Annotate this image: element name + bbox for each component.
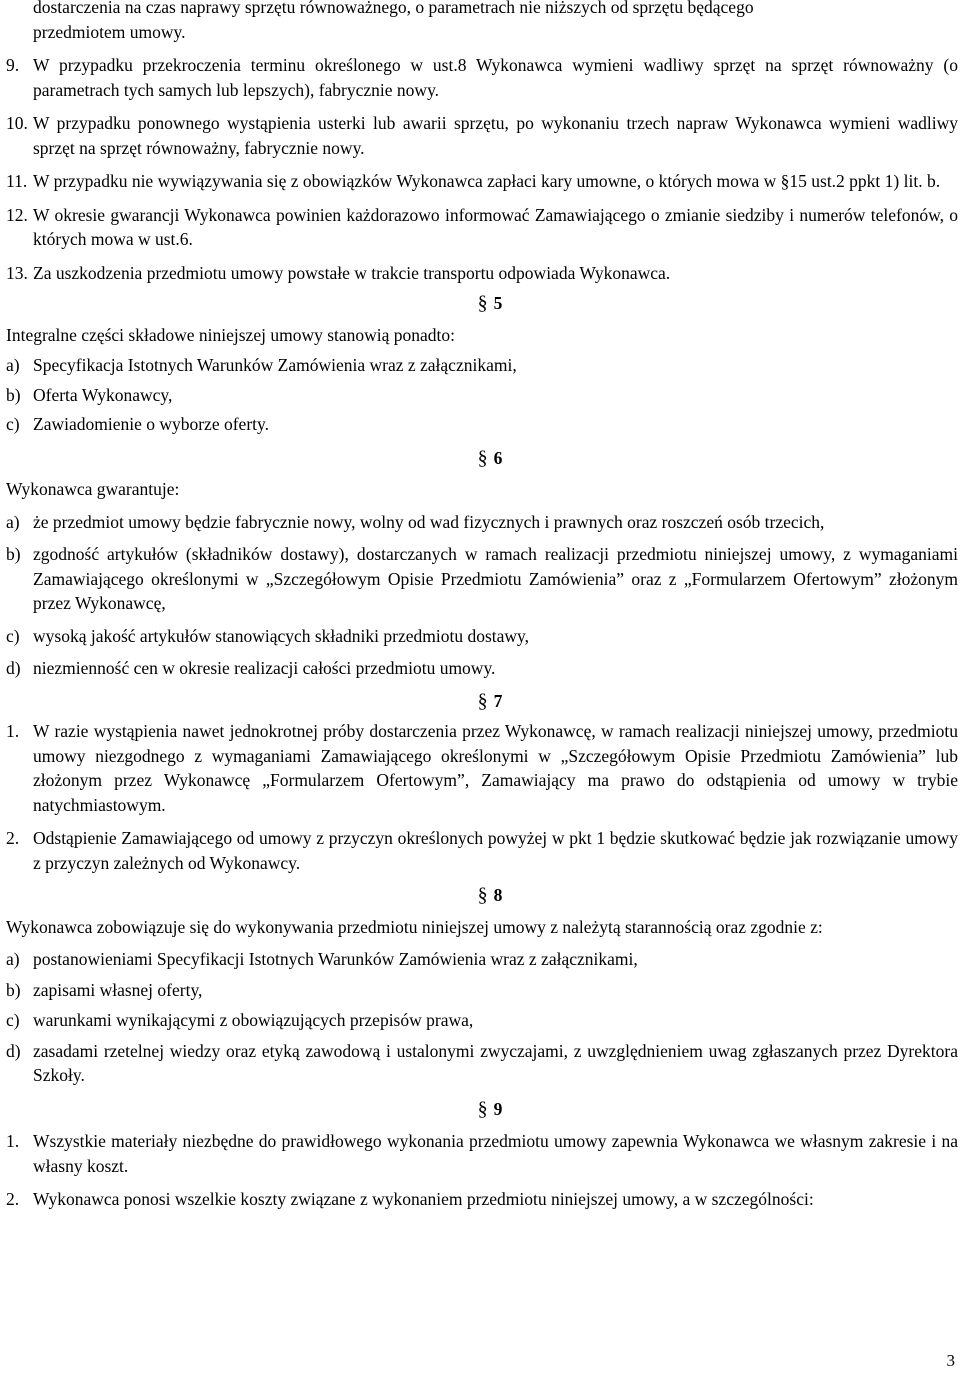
section-heading-9 — [6, 1097, 958, 1122]
section-5-intro: Integralne części składowe niniejszej umowy stanowią ponadto: — [6, 324, 456, 345]
item-text: W przypadku nie wywiązywania się z obowiązków Wykonawca zapłaci kary umowne, o których mowa w §15 ust.2 ppkt 1) lit. b. — [33, 171, 941, 191]
section-number: 8 — [493, 885, 503, 905]
list-item — [6, 978, 958, 1003]
item-text: W przypadku przekroczenia terminu określonego w ust.8 Wykonawca wymieni wadliwy sprzęt na sprzęt równoważny (o parametrach tych samych lub lepszych), fabrycznie nowy. — [33, 55, 958, 100]
item-letter: d) — [6, 658, 21, 678]
item-text: W razie wystąpienia nawet jednokrotnej próby dostarczenia przez Wykonawcę, w ramach realizacji niniejszej umowy, przedmiotu umowy niezgodnego z wymaganiami Zamawiającego określonymi w „Szczegółowym Opisie Przedmiotu Zamówienia” lub złożonym przez Wykonawcę „Formularzem Ofertowym”, Zamawiający ma prawo do odstąpienia od umowy w trybie natychmiastowym. — [33, 721, 958, 815]
list-item — [6, 719, 958, 817]
section-heading-5 — [6, 291, 958, 316]
item-text: postanowieniami Specyfikacji Istotnych Warunków Zamówienia wraz z załącznikami, — [33, 949, 638, 969]
section-9-items — [6, 1129, 958, 1212]
item-number: 12. — [6, 204, 28, 225]
item-text: Wszystkie materiały niezbędne do prawidłowego wykonania przedmiotu umowy zapewnia Wykonawca we własnym zakresie i na własny koszt. — [33, 1131, 958, 1176]
list-item — [6, 542, 958, 616]
section-4-items — [6, 53, 958, 285]
section-number: 7 — [493, 690, 503, 711]
list-item — [6, 261, 958, 286]
section-heading-6 — [6, 446, 958, 471]
intro-continuation — [6, 0, 958, 44]
page-number: 3 — [946, 1350, 955, 1370]
list-item — [6, 203, 958, 252]
section-heading-8 — [6, 883, 958, 908]
item-number: 13. — [6, 262, 28, 283]
paragraph-symbol: § — [477, 292, 488, 314]
item-number: 2. — [6, 1189, 20, 1209]
item-text: Zawiadomienie o wyborze oferty. — [33, 414, 269, 434]
item-letter: b) — [6, 544, 21, 564]
document-page — [6, 0, 958, 1212]
item-letter: b) — [6, 979, 21, 1000]
item-text: warunkami wynikającymi z obowiązujących przepisów prawa, — [33, 1010, 474, 1030]
item-text: że przedmiot umowy będzie fabrycznie nowy, wolny od wad fizycznych i prawnych oraz roszczeń osób trzecich, — [33, 511, 825, 532]
paragraph-symbol: § — [477, 446, 488, 469]
item-letter: a) — [6, 355, 20, 375]
item-text: niezmienność cen w okresie realizacji całości przedmiotu umowy. — [33, 658, 496, 678]
item-text: W przypadku ponownego wystąpienia usterki lub awarii sprzętu, po wykonaniu trzech napraw Wykonawca wymieni wadliwy sprzęt na sprzęt równoważny, fabrycznie nowy. — [33, 113, 958, 158]
list-item — [6, 1039, 958, 1088]
intro-line-2: przedmiotem umowy. — [33, 21, 186, 42]
section-number: 5 — [493, 293, 503, 313]
item-number: 10. — [6, 113, 28, 133]
section-8-items — [6, 947, 958, 1088]
item-number: 2. — [6, 828, 20, 848]
item-letter: c) — [6, 625, 20, 646]
item-number: 9. — [6, 55, 20, 75]
item-text: Oferta Wykonawcy, — [33, 384, 173, 405]
paragraph-symbol: § — [477, 689, 488, 712]
item-text: Odstąpienie Zamawiającego od umowy z przyczyn określonych powyżej w pkt 1 będzie skutkować będzie jak rozwiązanie umowy z przyczyn zależnych od Wykonawcy. — [33, 828, 958, 873]
section-5-items — [6, 353, 958, 437]
item-letter: a) — [6, 949, 20, 969]
item-text: zgodność artykułów (składników dostawy), dostarczanych w ramach realizacji przedmiotu niniejszej umowy, z wymaganiami Zamawiającego określonymi w „Szczegółowym Opisie Przedmiotu Zamówienia” oraz z „Formularzem Ofertowym” złożonym przez Wykonawcę, — [33, 544, 958, 613]
section-heading-7 — [6, 689, 958, 714]
paragraph-symbol: § — [477, 1097, 488, 1120]
item-letter: d) — [6, 1040, 21, 1061]
item-text: Wykonawca ponosi wszelkie koszty związane z wykonaniem przedmiotu niniejszej umowy, a w szczególności: — [33, 1189, 814, 1209]
section-8-intro: Wykonawca zobowiązuje się do wykonywania przedmiotu niniejszej umowy z należytą starannością oraz zgodnie z: — [6, 916, 823, 937]
item-number: 11. — [6, 171, 28, 191]
item-number: 1. — [6, 721, 20, 741]
list-item — [6, 53, 958, 102]
item-text: Specyfikacja Istotnych Warunków Zamówienia wraz z załącznikami, — [33, 355, 517, 375]
list-item — [6, 1129, 958, 1178]
item-letter: c) — [6, 414, 20, 434]
section-6-items — [6, 510, 958, 681]
item-text: zasadami rzetelnej wiedzy oraz etyką zawodową i ustalonymi zwyczajami, z uwzględnieniem uwag zgłaszanych przez Dyrektora Szkoły. — [33, 1040, 958, 1085]
list-item — [6, 510, 958, 535]
list-item — [6, 169, 958, 194]
item-letter: b) — [6, 384, 21, 405]
item-letter: a) — [6, 511, 20, 532]
item-letter: c) — [6, 1010, 20, 1030]
list-item — [6, 1187, 958, 1212]
list-item — [6, 412, 958, 437]
list-item — [6, 826, 958, 875]
list-item — [6, 111, 958, 160]
item-text: zapisami własnej oferty, — [33, 979, 203, 1000]
intro-line-1: dostarczenia na czas naprawy sprzętu równoważnego, o parametrach nie niższych od sprzętu będącego — [33, 0, 754, 17]
list-item — [6, 624, 958, 649]
item-number: 1. — [6, 1131, 20, 1151]
list-item — [6, 656, 958, 681]
section-number: 9 — [493, 1098, 503, 1119]
section-6-intro: Wykonawca gwarantuje: — [6, 479, 180, 499]
item-text: wysoką jakość artykułów stanowiących składniki przedmiotu dostawy, — [33, 625, 530, 646]
item-text: W okresie gwarancji Wykonawca powinien każdorazowo informować Zamawiającego o zmianie siedziby i numerów telefonów, o których mowa w ust.6. — [33, 204, 958, 249]
list-item — [6, 353, 958, 378]
item-text: Za uszkodzenia przedmiotu umowy powstałe w trakcie transportu odpowiada Wykonawca. — [33, 262, 671, 283]
list-item — [6, 383, 958, 408]
list-item — [6, 1008, 958, 1033]
section-number: 6 — [493, 447, 503, 468]
section-7-items — [6, 719, 958, 875]
list-item — [6, 947, 958, 972]
paragraph-symbol: § — [477, 884, 488, 906]
